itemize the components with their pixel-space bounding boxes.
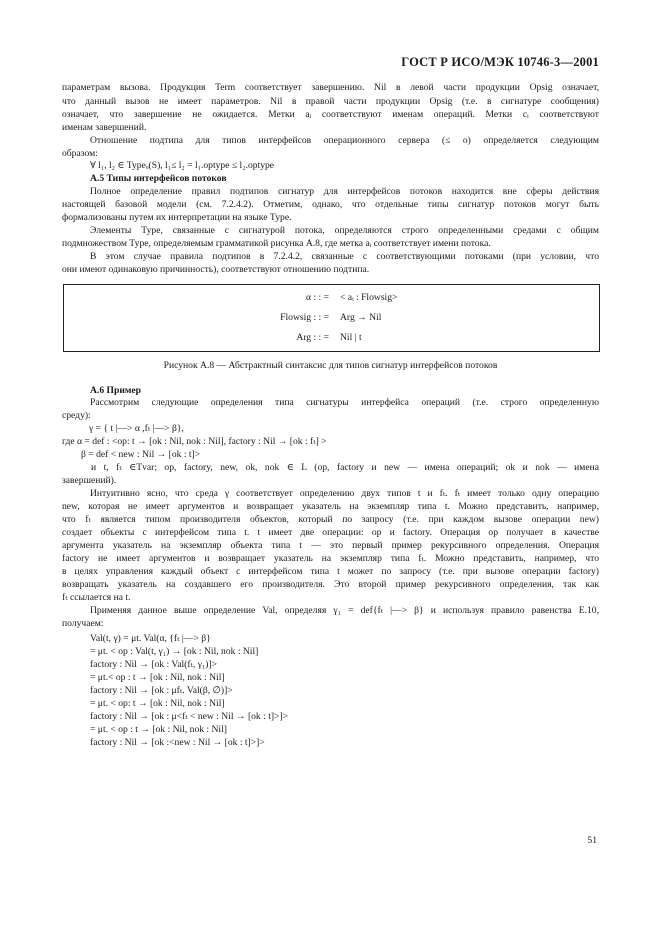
text-line: возвращать указатель на создавшего его производителя. Это второй пример рекурсивного определения, так как: [62, 579, 599, 590]
text-line: именам завершений.: [62, 122, 147, 133]
text-line: Интуитивно ясно, что среда γ соответствует определению двух типов t и fₜ. fₜ имеет только одну операцию: [90, 488, 599, 499]
derivation-line: factory : Nil → [ok :<new : Nil → [ok : t]>]>: [90, 737, 265, 748]
derivation-line: factory : Nil → [ok : Val(fₜ, γ₁)]>: [90, 659, 218, 670]
text-line: new, которая не имеет аргументов и возвращает указатель на экземпляр типа t. Можно представить, например,: [62, 501, 599, 512]
text-line: среду):: [62, 410, 91, 421]
derivation-line: = μt.< op : t → [ok : Nil, nok : Nil]: [90, 672, 225, 683]
text-line: формализованы путем их интерпретации на языке Туре.: [62, 212, 292, 223]
text-line: настоящей базовой модели (см. 7.2.4.2). Отметим, однако, что отдельные типы сигнатур потоков могут быть: [62, 199, 599, 210]
definition-beta: β = def < new : Nil → [ok : t]>: [81, 449, 201, 460]
text-line: Применяя данное выше определение Val, определяя γ₁ = def{fₜ |—> β} и используя правило равенства Е.10,: [90, 605, 599, 616]
text-line: Полное определение правил подтипов сигнатур для интерфейсов потоков находится вне сферы действия: [90, 186, 599, 197]
text-line: аргумента указатель на экземпляр объекта типа t — это первый пример рекурсивного определения. Операция: [62, 540, 599, 551]
text-line: получаем:: [62, 618, 104, 629]
derivation-line: = μt. < op: t → [ok : Nil, nok : Nil]: [90, 698, 225, 709]
text-line: fₜ ссылается на t.: [62, 592, 131, 603]
text-line: что данный вызов не имеет параметров. Nil в правой части продукции Opsig (т.е. в сигнатуре сообщения): [62, 96, 599, 107]
derivation-line: Val(t, γ) = μt. Val(α, {fₜ |—> β}: [90, 633, 211, 644]
derivation-line: = μt. < op : Val(t, γ₁) → [ok : Nil, nok : Nil]: [90, 646, 259, 657]
derivation-line: factory : Nil → [ok : μ<fₜ < new : Nil → [ok : t]>]>: [90, 711, 289, 722]
text-line: и t, fₜ ∈Tvar; op, factory, new, ok, nok ∈ L (op, factory и new — имена операций; ok и nok — имена: [91, 462, 599, 473]
definition-alpha: где α = def : <op: t → [ok : Nil, nok : Nil], factory : Nil → [ok : fₜ] >: [62, 436, 327, 447]
text-line: параметрам вызова. Продукция Term соответствует завершению. Nil в левой части продукции Opsig означает,: [62, 82, 599, 93]
grammar-lhs: Arg : : =: [296, 332, 329, 343]
derivation-line: factory : Nil → [ok : μfₜ. Val(β, ∅)]>: [90, 685, 233, 696]
grammar-rhs: Arg → Nil: [340, 312, 382, 323]
text-line: Отношение подтипа для типов интерфейсов операционного сервера (≤ о) определяется следующим: [90, 135, 599, 146]
text-line: factory не имеет аргументов и возвращает указатель на экземпляр типа fₜ. Можно представить, например, что: [62, 553, 599, 564]
text-line: Элементы Туре, связанные с сигнатурой потока, определяются строго определенными средами с общим: [90, 225, 599, 236]
standard-header: ГОСТ Р ИСО/МЭК 10746-3—2001: [401, 55, 599, 69]
derivation-line: = μt. < op : t → [ok : Nil, nok : Nil]: [90, 724, 227, 735]
grammar-lhs: Flowsig : : =: [280, 312, 329, 323]
page-number: 51: [587, 835, 597, 846]
figure-caption: Рисунок А.8 — Абстрактный синтаксис для типов сигнатур интерфейсов потоков: [163, 360, 498, 371]
text-line: создает объекты с интерфейсом типа t. t имеет две операции: op и factory. Операция op получает в качестве: [62, 527, 599, 538]
text-line: подмножеством Туре, определяемым грамматикой рисунка А.8, где метка aᵢ соответствует имени потока.: [62, 238, 491, 249]
text-line: Рассмотрим следующие определения типа сигнатуры интерфейса операций (т.е. строго определенную: [90, 397, 599, 408]
text-line: образом:: [62, 148, 98, 159]
text-line: они имеют одинаковую причинность), соответствуют отношению подтипа.: [62, 264, 370, 275]
grammar-lhs: α : : =: [306, 292, 329, 303]
grammar-rhs: < aᵢ : Flowsig>: [340, 292, 398, 303]
text-line: что fₜ является типом производителя объектов, который по запросу (т.е. при каждом вызове операции new): [62, 514, 599, 525]
section-heading-a6: А.6 Пример: [90, 385, 141, 396]
text-line: в целях управления каждый объект с интерфейсом типа t может по запросу (т.е. при вызове операции factory): [62, 566, 599, 577]
subtype-formula: ∀ l₁, l₂ ∈ Typeₒ(S), l₁≤ l₂ = l₁.optype ≤ l₂.optype: [90, 160, 275, 171]
grammar-figure-box: [63, 284, 600, 352]
section-heading-a5: А.5 Типы интерфейсов потоков: [90, 173, 227, 184]
grammar-rhs: Nil | t: [340, 332, 362, 343]
text-line: завершений).: [62, 475, 117, 486]
definition-gamma: γ = { t |—> α ,fₜ |—> β},: [89, 423, 184, 434]
text-line: означает, что завершение не ожидается. Метки aᵢ соответствуют именам операций. Метки cᵢ соответствуют: [62, 109, 599, 120]
text-line: В этом случае правила подтипов в 7.2.4.2, связанные с соответствующими потоками (при условии, что: [90, 251, 599, 262]
